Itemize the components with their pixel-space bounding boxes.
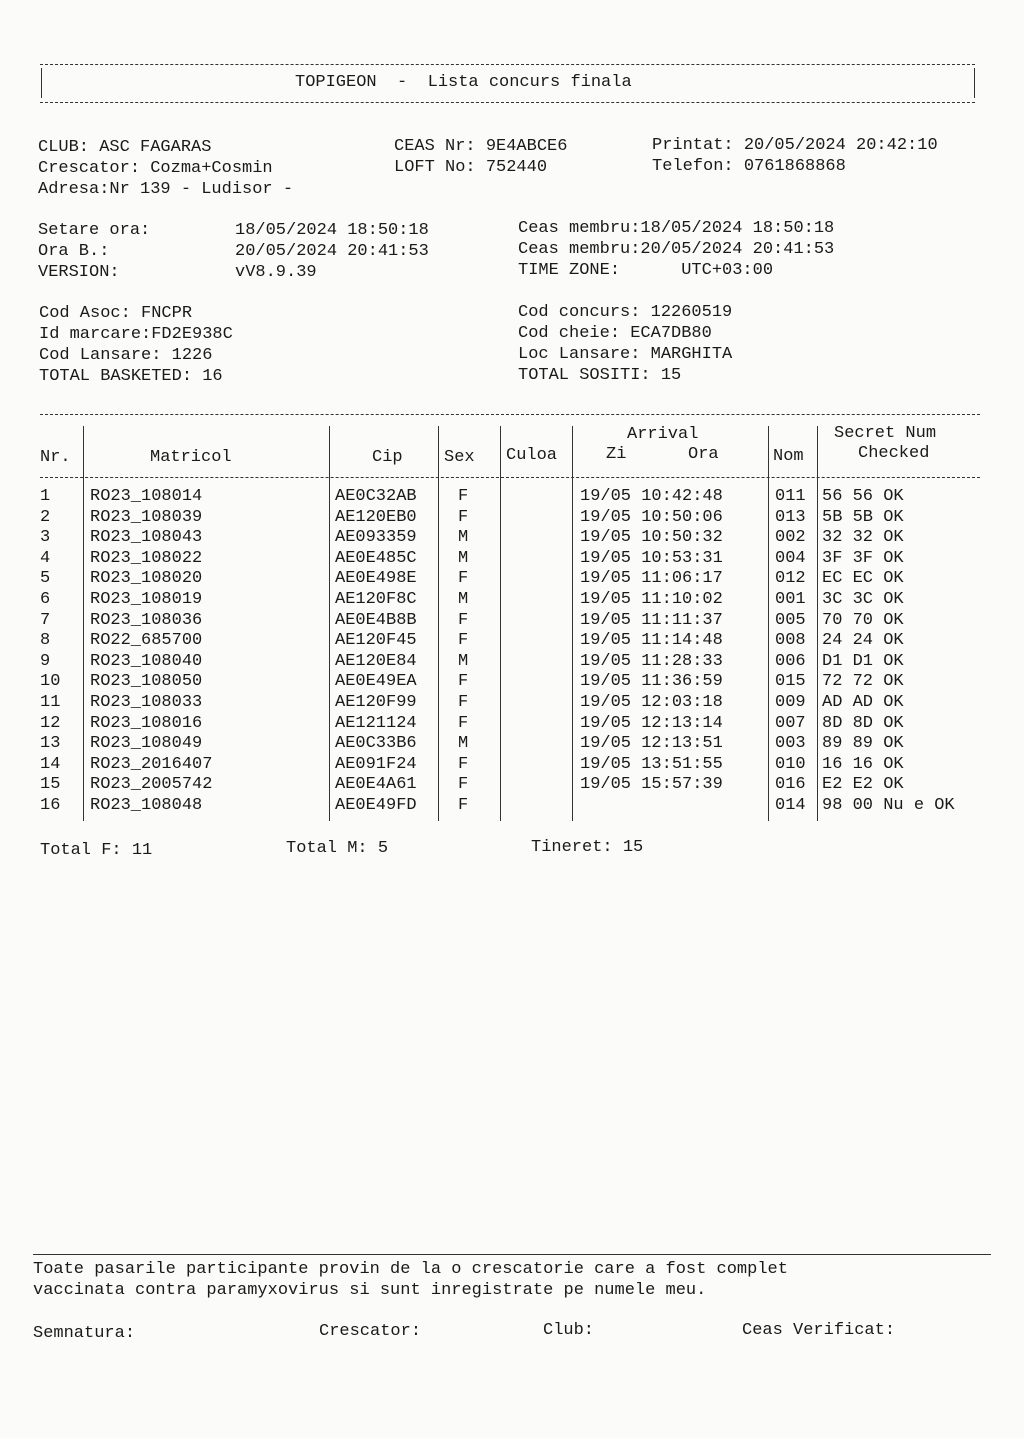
cell-matricol: RO23_108039 (90, 507, 203, 527)
cell-nr: 5 (40, 569, 51, 589)
title-border-top (40, 64, 975, 65)
statement (33, 1259, 788, 1301)
cell-arrival: 19/05 13:51:55 (580, 754, 723, 774)
cell-arrival: 19/05 15:57:39 (580, 775, 723, 795)
statement-line-1: Toate pasarile participante provin de la o crescatorie care a fost complet (33, 1260, 788, 1279)
cell-secret: 56 56 OK (822, 487, 904, 506)
cell-nom: 012 (775, 569, 806, 589)
total-basketed: TOTAL BASKETED: 16 (39, 367, 223, 386)
cell-secret: 3C 3C OK (822, 590, 904, 609)
cell-matricol: RO23_108019 (90, 590, 203, 609)
cell-cip: AE120F99 (335, 693, 417, 712)
cell-secret: 89 89 OK (822, 734, 904, 754)
header-sex: Sex (444, 448, 475, 467)
cell-nom: 001 (775, 590, 806, 609)
cell-arrival: 19/05 10:50:32 (580, 528, 723, 548)
cell-nr: 13 (40, 734, 61, 754)
cell-nr: 12 (40, 713, 61, 733)
cell-sex: F (458, 610, 469, 630)
cell-nom: 011 (775, 487, 806, 506)
codes-left (39, 303, 233, 387)
total-m: Total M: 5 (286, 839, 389, 858)
cell-secret: 5B 5B OK (822, 507, 904, 527)
cell-cip: AE0E498E (335, 569, 417, 589)
ceas-nr: CEAS Nr: 9E4ABCE6 (394, 137, 568, 156)
loft-no: LOFT No: 752440 (394, 158, 548, 177)
cell-nr: 8 (40, 631, 51, 651)
cell-sex: F (458, 775, 469, 795)
header-checked: Checked (858, 444, 930, 463)
cell-cip: AE120F45 (335, 631, 417, 651)
header-matricol: Matricol (150, 448, 232, 467)
cell-matricol: RO23_108033 (90, 693, 203, 712)
cell-nom: 005 (775, 610, 806, 630)
cell-arrival: 19/05 12:13:14 (580, 713, 723, 733)
ceas-membru-1: Ceas membru:18/05/2024 18:50:18 (518, 219, 835, 238)
cell-arrival: 19/05 11:06:17 (580, 569, 723, 589)
table-row (0, 693, 1000, 714)
cell-sex: M (458, 651, 469, 671)
header-arrival: Arrival (627, 425, 699, 444)
cell-matricol: RO23_108048 (90, 796, 203, 815)
document-title: TOPIGEON - Lista concurs finala (295, 73, 632, 92)
cod-concurs: Cod concurs: 12260519 (518, 303, 733, 322)
cell-cip: AE0E49EA (335, 672, 417, 692)
table-row (0, 672, 1000, 693)
title-border-right (974, 68, 975, 98)
cell-nr: 16 (40, 796, 61, 815)
cell-arrival: 19/05 12:03:18 (580, 693, 723, 712)
cell-nom: 007 (775, 713, 806, 733)
cell-nom: 010 (775, 754, 806, 774)
cell-sex: M (458, 734, 469, 754)
cell-nr: 14 (40, 754, 61, 774)
cell-arrival: 19/05 10:42:48 (580, 487, 723, 506)
signature-club: Club: (543, 1321, 595, 1340)
cell-secret: AD AD OK (822, 693, 904, 712)
header-nom: Nom (773, 447, 804, 466)
table-row (0, 775, 1000, 796)
signature-semnatura: Semnatura: (33, 1324, 136, 1343)
cell-sex: M (458, 548, 469, 568)
cell-arrival: 19/05 11:28:33 (580, 651, 723, 671)
total-f: Total F: 11 (40, 841, 153, 860)
table-header-border (40, 477, 980, 478)
cell-arrival: 19/05 11:14:48 (580, 631, 723, 651)
cell-cip: AE093359 (335, 528, 417, 548)
cell-cip: AE0E4A61 (335, 775, 417, 795)
crescator: Crescator: Cozma+Cosmin (38, 159, 273, 178)
table-row (0, 796, 1000, 817)
table-row (0, 508, 1000, 529)
table-row (0, 714, 1000, 735)
cell-secret: 98 00 Nu e OK (822, 796, 955, 815)
cell-nom: 002 (775, 528, 806, 548)
cell-sex: F (458, 487, 469, 506)
cell-sex: F (458, 569, 469, 589)
cell-cip: AE091F24 (335, 754, 417, 774)
table-row (0, 528, 1000, 549)
cell-secret: 3F 3F OK (822, 548, 904, 568)
cell-sex: F (458, 507, 469, 527)
header-secret-num: Secret Num (834, 424, 937, 443)
cell-matricol: RO23_108049 (90, 734, 203, 754)
version-value: vV8.9.39 (235, 263, 317, 282)
time-zone: TIME ZONE: UTC+03:00 (518, 261, 774, 280)
cod-lansare: Cod Lansare: 1226 (39, 346, 213, 365)
header-zi: Zi (606, 445, 627, 464)
table-row (0, 755, 1000, 776)
tineret: Tineret: 15 (531, 838, 644, 857)
cell-nom: 015 (775, 672, 806, 692)
header-ora: Ora (688, 445, 719, 464)
table-row (0, 611, 1000, 632)
cell-secret: 70 70 OK (822, 610, 904, 630)
cell-matricol: RO23_108022 (90, 548, 203, 568)
cod-cheie: Cod cheie: ECA7DB80 (518, 324, 712, 343)
table-row (0, 590, 1000, 611)
cell-nom: 006 (775, 651, 806, 671)
table-row (0, 734, 1000, 755)
codes-right (518, 302, 732, 386)
cell-nom: 003 (775, 734, 806, 754)
telefon: Telefon: 0761868868 (652, 157, 846, 176)
cell-matricol: RO23_108050 (90, 672, 203, 692)
loc-lansare: Loc Lansare: MARGHITA (518, 345, 733, 364)
cell-nr: 3 (40, 528, 51, 548)
clock-values (235, 220, 429, 283)
info-right (652, 135, 938, 177)
cell-cip: AE0E49FD (335, 796, 417, 815)
cell-sex: F (458, 713, 469, 733)
cell-cip: AE121124 (335, 713, 417, 733)
cell-matricol: RO23_108040 (90, 651, 203, 671)
cell-nr: 11 (40, 693, 61, 712)
cell-nom: 004 (775, 548, 806, 568)
title-border-left (41, 68, 42, 98)
cell-nr: 9 (40, 651, 51, 671)
cell-secret: E2 E2 OK (822, 775, 904, 795)
setare-ora-label: Setare ora: (38, 221, 151, 240)
cell-secret: 16 16 OK (822, 754, 904, 774)
info-left (38, 137, 293, 200)
cell-cip: AE0C33B6 (335, 734, 417, 754)
cell-cip: AE120F8C (335, 590, 417, 609)
cell-matricol: RO23_108016 (90, 713, 203, 733)
total-sositi: TOTAL SOSITI: 15 (518, 366, 682, 385)
cell-nom: 008 (775, 631, 806, 651)
cell-matricol: RO23_2005742 (90, 775, 213, 795)
cell-nom: 013 (775, 507, 806, 527)
cell-nr: 2 (40, 507, 51, 527)
cod-asoc: Cod Asoc: FNCPR (39, 304, 193, 323)
id-marcare: Id marcare:FD2E938C (39, 325, 233, 344)
club: CLUB: ASC FAGARAS (38, 138, 212, 157)
cell-secret: 24 24 OK (822, 631, 904, 651)
cell-arrival: 19/05 10:50:06 (580, 507, 723, 527)
clock-labels (38, 220, 150, 283)
table-row (0, 631, 1000, 652)
cell-nom: 014 (775, 796, 806, 815)
cell-matricol: RO23_108036 (90, 610, 203, 630)
cell-arrival: 19/05 12:13:51 (580, 734, 723, 754)
cell-matricol: RO23_2016407 (90, 754, 213, 774)
clock-right (518, 218, 834, 281)
cell-sex: F (458, 754, 469, 774)
cell-arrival: 19/05 11:36:59 (580, 672, 723, 692)
cell-sex: F (458, 672, 469, 692)
cell-matricol: RO23_108043 (90, 528, 203, 548)
cell-arrival: 19/05 11:11:37 (580, 610, 723, 630)
cell-nom: 016 (775, 775, 806, 795)
cell-sex: M (458, 528, 469, 548)
table-row (0, 549, 1000, 570)
cell-cip: AE0C32AB (335, 487, 417, 506)
signature-crescator: Crescator: (319, 1322, 422, 1341)
cell-nr: 7 (40, 610, 51, 630)
cell-sex: F (458, 796, 469, 815)
version-label: VERSION: (38, 263, 120, 282)
ora-b-label: Ora B.: (38, 242, 110, 261)
cell-cip: AE120E84 (335, 651, 417, 671)
cell-cip: AE120EB0 (335, 507, 417, 527)
cell-matricol: RO22_685700 (90, 631, 203, 651)
printat: Printat: 20/05/2024 20:42:10 (652, 136, 938, 155)
statement-line-2: vaccinata contra paramyxovirus si sunt inregistrate pe numele meu. (33, 1281, 707, 1300)
table-row (0, 569, 1000, 590)
cell-nr: 1 (40, 487, 51, 506)
cell-matricol: RO23_108020 (90, 569, 203, 589)
cell-secret: 32 32 OK (822, 528, 904, 548)
cell-cip: AE0E485C (335, 548, 417, 568)
cell-arrival: 19/05 11:10:02 (580, 590, 723, 609)
header-cip: Cip (372, 448, 403, 467)
cell-nr: 15 (40, 775, 61, 795)
info-mid (394, 136, 567, 178)
cell-nom: 009 (775, 693, 806, 712)
cell-secret: 72 72 OK (822, 672, 904, 692)
cell-secret: EC EC OK (822, 569, 904, 589)
table-row (0, 652, 1000, 673)
signature-ceas-verificat: Ceas Verificat: (742, 1321, 896, 1340)
table-row (0, 487, 1000, 508)
table-top-border (40, 414, 980, 415)
adresa: Adresa:Nr 139 - Ludisor - (38, 180, 294, 199)
cell-nr: 4 (40, 548, 51, 568)
cell-matricol: RO23_108014 (90, 487, 203, 506)
cell-cip: AE0E4B8B (335, 610, 417, 630)
ora-b-value: 20/05/2024 20:41:53 (235, 242, 429, 261)
footer-rule (33, 1254, 991, 1255)
cell-sex: F (458, 631, 469, 651)
header-culoa: Culoa (506, 446, 558, 465)
cell-nr: 10 (40, 672, 61, 692)
cell-secret: D1 D1 OK (822, 651, 904, 671)
cell-sex: M (458, 590, 469, 609)
cell-nr: 6 (40, 590, 51, 609)
cell-sex: F (458, 693, 469, 712)
cell-secret: 8D 8D OK (822, 713, 904, 733)
ceas-membru-2: Ceas membru:20/05/2024 20:41:53 (518, 240, 835, 259)
setare-ora-value: 18/05/2024 18:50:18 (235, 221, 429, 240)
header-nr: Nr. (40, 448, 71, 467)
title-border-bottom (40, 102, 975, 103)
cell-arrival: 19/05 10:53:31 (580, 548, 723, 568)
